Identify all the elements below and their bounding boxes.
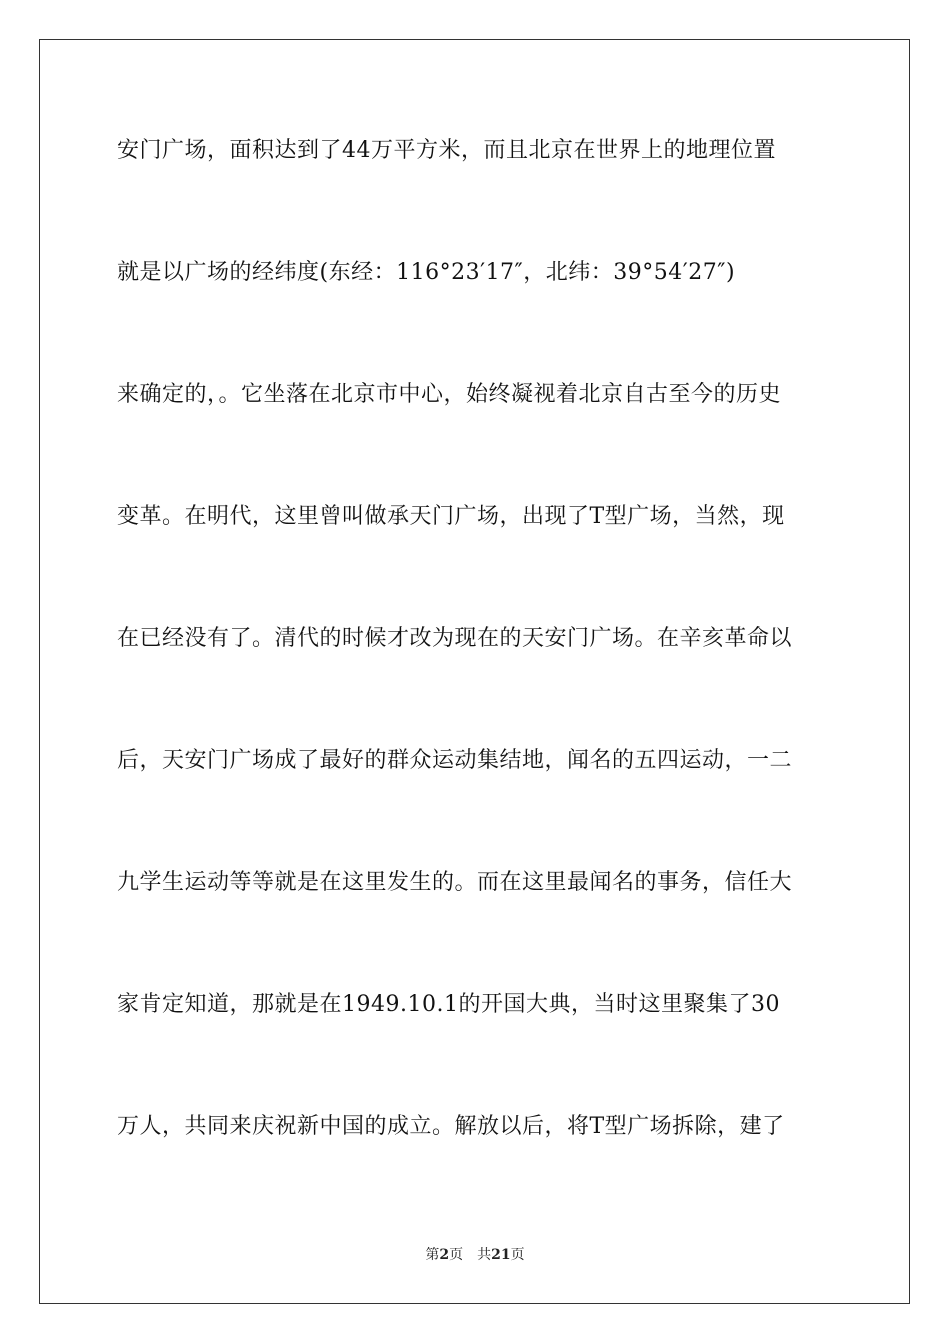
page-suffix: 页 — [449, 1247, 464, 1263]
total-suffix: 页 — [510, 1247, 525, 1263]
total-page-count: 21 — [491, 1247, 511, 1263]
total-prefix: 共 — [477, 1247, 492, 1263]
body-text-line-3: 来确定的，。它坐落在北京市中心，始终凝视着北京自古至今的历史 — [117, 382, 782, 407]
body-text-line-9: 万人，共同来庆祝新中国的成立。解放以后，将T型广场拆除，建了 — [117, 1114, 785, 1139]
body-text-line-8: 家肯定知道，那就是在1949.10.1的开国大典，当时这里聚集了30 — [117, 992, 780, 1017]
page-prefix: 第 — [425, 1247, 440, 1263]
page-footer — [0, 1246, 950, 1264]
body-text-line-5: 在已经没有了。清代的时候才改为现在的天安门广场。在辛亥革命以 — [117, 626, 793, 651]
body-text-line-2: 就是以广场的经纬度(东经：116°23′17″，北纬：39°54′27″) — [117, 260, 736, 285]
body-text-line-6: 后，天安门广场成了最好的群众运动集结地，闻名的五四运动，一二 — [117, 748, 793, 773]
body-text-line-4: 变革。在明代，这里曾叫做承天门广场，出现了T型广场，当然，现 — [117, 504, 785, 529]
body-text-line-1: 安门广场，面积达到了44万平方米，而且北京在世界上的地理位置 — [117, 138, 776, 163]
body-text-line-7: 九学生运动等等就是在这里发生的。而在这里最闻名的事务，信任大 — [117, 870, 793, 895]
current-page-number: 2 — [439, 1247, 450, 1263]
